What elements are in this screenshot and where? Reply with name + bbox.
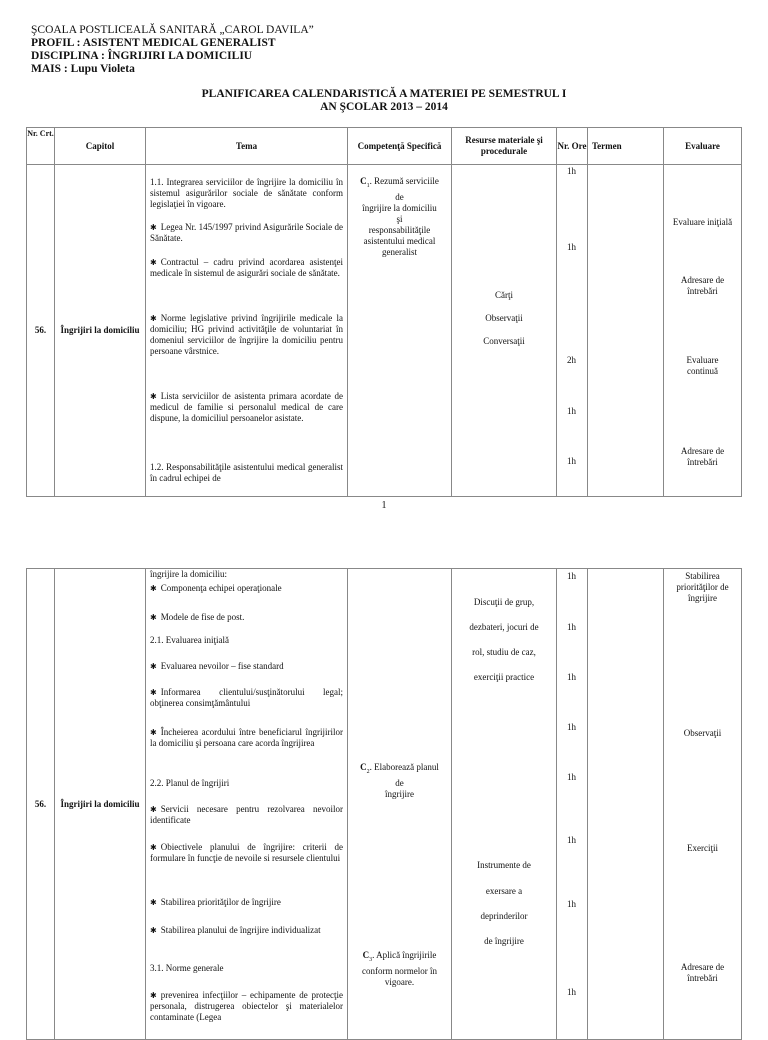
- tema-item: ✱ prevenirea infecţiilor – echipamente de protecţie personala, distrugerea obiectelor şi materialelor contaminate (Legea: [150, 990, 343, 1022]
- row-number: 56.: [27, 569, 55, 1040]
- bullet-icon: ✱: [150, 688, 157, 697]
- document-header: [31, 24, 314, 76]
- ore-value: 1h: [567, 456, 576, 466]
- evaluare-item: Adresare de întrebări: [680, 446, 725, 467]
- bullet-icon: ✱: [150, 898, 157, 907]
- bullet-icon: ✱: [150, 805, 157, 814]
- page-number: 1: [381, 500, 387, 511]
- evaluare-item: Stabilirea priorităţilor de îngrijire: [676, 571, 729, 603]
- ore-value: 1h: [567, 622, 576, 632]
- title-line-2: AN ŞCOLAR 2013 – 2014: [320, 101, 448, 113]
- col-competenta: Competenţă Specifică: [348, 128, 452, 165]
- termen-cell: [588, 569, 664, 1040]
- bullet-icon: ✱: [150, 728, 157, 737]
- bullet-icon: ✱: [150, 843, 157, 852]
- resurse-item: exerciţii practice: [473, 672, 535, 682]
- tema-item: ✱ Lista serviciilor de asistenta primara acordate de medicul de familie si personalul medical de care dispune, la domiciliul persoanelor asistate.: [150, 391, 343, 423]
- tema-item: ✱ Componenţa echipei operaţionale: [150, 583, 282, 593]
- resurse-item: Cărţi: [495, 290, 513, 300]
- tema-item: ✱ Informarea clientului/susţinătorului legal; obţinerea consimţământului: [150, 687, 343, 708]
- tema-item: ✱ Stabilirea priorităţilor de îngrijire: [150, 897, 281, 907]
- evaluare-item: Evaluare iniţială: [672, 217, 733, 227]
- col-nr-ore: Nr. Ore: [557, 128, 588, 165]
- resurse-cell: [452, 569, 557, 1040]
- evaluare-item: Exerciţii: [687, 843, 718, 853]
- tema-item: îngrijire la domiciliu:: [150, 569, 227, 579]
- col-capitol: Capitol: [55, 128, 146, 165]
- bullet-icon: ✱: [150, 392, 157, 401]
- ore-value: 1h: [567, 242, 576, 252]
- profil-line: PROFIL : ASISTENT MEDICAL GENERALIST: [31, 37, 276, 49]
- col-resurse: Resurse materiale şi procedurale: [452, 128, 557, 165]
- ore-value: 1h: [567, 672, 576, 682]
- ore-value: 1h: [567, 166, 576, 176]
- planning-table-page-2: [26, 568, 742, 1040]
- col-termen: Termen: [588, 128, 664, 165]
- ore-cell: [557, 165, 588, 497]
- resurse-item: Discuţii de grup,: [473, 597, 535, 607]
- bullet-icon: ✱: [150, 223, 157, 232]
- table-header-row: [27, 128, 742, 165]
- tema-item: ✱ Încheierea acordului între beneficiarul îngrijirilor la domiciliu şi persoana care acorda îngrijirea: [150, 727, 343, 748]
- evaluare-item: Evaluare continuă: [686, 355, 719, 376]
- tema-item: ✱ Evaluarea nevoilor – fise standard: [150, 661, 284, 671]
- resurse-item: Conversaţii: [483, 336, 525, 346]
- ore-cell: [557, 569, 588, 1040]
- resurse-item: rol, studiu de caz,: [472, 647, 536, 657]
- competenta-text: $C_3$. Aplică îngrijirile conform normelor în vigoare.: [362, 950, 437, 987]
- ore-value: 1h: [567, 899, 576, 909]
- ore-value: 1h: [567, 835, 576, 845]
- evaluare-cell: [664, 165, 742, 497]
- table-row: [27, 165, 742, 497]
- tema-item: ✱ Contractul – cadru privind acordarea asistenţei medicale în sistemul de asigurări sociale de sănătate.: [150, 257, 343, 278]
- tema-item: ✱ Servicii necesare pentru rezolvarea nevoilor identificate: [150, 804, 343, 825]
- ore-value: 1h: [567, 772, 576, 782]
- planning-table-page-1: [26, 127, 742, 497]
- disciplina-line: DISCIPLINA : ÎNGRIJIRI LA DOMICILIU: [31, 50, 253, 62]
- resurse-item: dezbateri, jocuri de: [469, 622, 539, 632]
- bullet-icon: ✱: [150, 258, 157, 267]
- competenta-text: $C_2$. Elaborează planul de îngrijire: [360, 762, 439, 799]
- competenta-cell: [348, 569, 452, 1040]
- resurse-item: Instrumente de: [477, 860, 531, 870]
- ore-value: 2h: [567, 355, 576, 365]
- bullet-icon: ✱: [150, 314, 157, 323]
- evaluare-cell: [664, 569, 742, 1040]
- bullet-icon: ✱: [150, 584, 157, 593]
- school-name: ŞCOALA POSTLICEALĂ SANITARĂ „CAROL DAVILA”: [31, 24, 314, 36]
- row-number: 56.: [27, 165, 55, 497]
- tema-item: ✱ Legea Nr. 145/1997 privind Asigurările Sociale de Sănătate.: [150, 222, 343, 243]
- ore-value: 1h: [567, 987, 576, 997]
- evaluare-item: Observaţii: [683, 728, 722, 738]
- tema-cell: [146, 569, 348, 1040]
- resurse-cell: [452, 165, 557, 497]
- tema-item: ✱ Stabilirea planului de îngrijire individualizat: [150, 925, 321, 935]
- ore-value: 1h: [567, 571, 576, 581]
- bullet-icon: ✱: [150, 991, 157, 1000]
- resurse-item: de îngrijire: [484, 936, 524, 946]
- chapter-name: Îngrijiri la domiciliu: [55, 165, 146, 497]
- tema-item: 1.1. Integrarea serviciilor de îngrijire la domiciliu în sistemul asigurărilor sociale de sănătate conform legislaţiei în vigoare.: [150, 177, 343, 209]
- ore-value: 1h: [567, 406, 576, 416]
- chapter-name: Îngrijiri la domiciliu: [55, 569, 146, 1040]
- col-tema: Tema: [146, 128, 348, 165]
- resurse-item: deprinderilor: [480, 911, 528, 921]
- tema-item: 2.1. Evaluarea iniţială: [150, 635, 229, 645]
- title-line-1: PLANIFICAREA CALENDARISTICĂ A MATERIEI PE SEMESTRUL I: [201, 88, 567, 100]
- competenta-text: $C_1$. Rezumă serviciile de îngrijire la domiciliu şi responsabilităţile asistentului medical generalist: [360, 176, 439, 257]
- col-evaluare: Evaluare: [664, 128, 742, 165]
- bullet-icon: ✱: [150, 613, 157, 622]
- tema-item: ✱ Obiectivele planului de îngrijire: criterii de formulare în funcţie de nevoile si resursele clientului: [150, 842, 343, 863]
- bullet-icon: ✱: [150, 926, 157, 935]
- evaluare-item: Adresare de întrebări: [680, 275, 725, 296]
- tema-item: 2.2. Planul de îngrijiri: [150, 778, 230, 788]
- tema-cell: [146, 165, 348, 497]
- competenta-cell: [348, 165, 452, 497]
- resurse-item: exersare a: [485, 886, 523, 896]
- tema-item: ✱ Modele de fise de post.: [150, 612, 245, 622]
- evaluare-item: Adresare de întrebări: [680, 962, 725, 983]
- table-row: [27, 569, 742, 1040]
- document-title: [0, 88, 768, 114]
- tema-item: ✱ Norme legislative privind îngrijirile medicale la domiciliu; HG privind activităţile de voluntariat în domeniul serviciilor de îngrijire la domiciliu pentru persoane vârstnice.: [150, 313, 343, 356]
- tema-item: 3.1. Norme generale: [150, 963, 224, 973]
- col-nr-crt: Nr. Crt.: [27, 128, 55, 165]
- mais-line: MAIS : Lupu Violeta: [31, 63, 135, 75]
- termen-cell: [588, 165, 664, 497]
- resurse-item: Observaţii: [485, 313, 523, 323]
- ore-value: 1h: [567, 722, 576, 732]
- bullet-icon: ✱: [150, 662, 157, 671]
- tema-item: 1.2. Responsabilităţile asistentului medical generalist în cadrul echipei de: [150, 462, 343, 483]
